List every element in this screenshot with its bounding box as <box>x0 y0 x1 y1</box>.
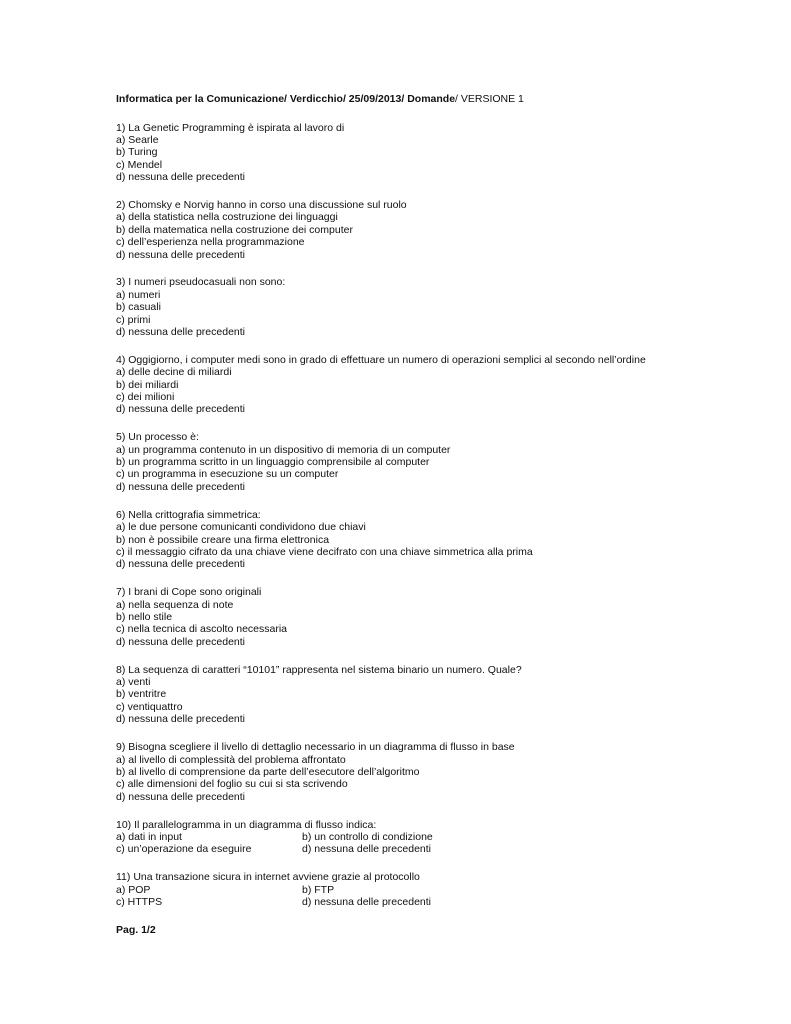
answer-option: c) HTTPS <box>116 896 163 909</box>
answer-option: c) primi <box>116 313 151 326</box>
answer-option: c) un’operazione da eseguire <box>116 843 252 856</box>
question-text: 7) I brani di Cope sono originali <box>116 586 262 599</box>
answer-option: a) un programma contenuto in un dispositivo di memoria di un computer <box>116 443 451 456</box>
question-2 <box>116 199 676 261</box>
question-text: 8) La sequenza di caratteri “10101” rappresenta nel sistema binario un numero. Quale? <box>116 663 522 676</box>
answer-option: d) nessuna delle precedenti <box>116 713 246 726</box>
question-text: 4) Oggigiorno, i computer medi sono in grado di effettuare un numero di operazioni semplici al secondo nell’ordine <box>116 353 646 366</box>
answer-option: a) al livello di complessità del problema affrontato <box>116 753 346 766</box>
question-9 <box>116 741 676 803</box>
question-text: 1) La Genetic Programming è ispirata al lavoro di <box>116 121 345 134</box>
answer-option: b) casuali <box>116 301 161 314</box>
question-11 <box>116 871 676 908</box>
answer-option: d) nessuna delle precedenti <box>116 635 246 648</box>
answer-option: d) nessuna delle precedenti <box>116 480 246 493</box>
answer-option: b) nello stile <box>116 611 173 623</box>
question-1 <box>116 122 676 184</box>
answer-row <box>116 843 676 855</box>
answer-option: b) FTP <box>302 883 335 896</box>
answer-option: c) un programma in esecuzione su un computer <box>116 468 339 481</box>
answer-option: b) dei miliardi <box>116 378 179 391</box>
question-text: 3) I numeri pseudocasuali non sono: <box>116 276 286 289</box>
answer-option: b) al livello di comprensione da parte dell’esecutore dell’algoritmo <box>116 765 420 778</box>
question-text: 5) Un processo è: <box>116 431 199 444</box>
question-10 <box>116 819 676 856</box>
answer-row <box>116 831 676 843</box>
answer-option: d) nessuna delle precedenti <box>116 403 246 416</box>
answer-option: b) Turing <box>116 146 158 159</box>
answer-option: c) dell’esperienza nella programmazione <box>116 236 305 249</box>
question-text: 2) Chomsky e Norvig hanno in corso una discussione sul ruolo <box>116 198 407 211</box>
answer-option: d) nessuna delle precedenti <box>116 248 246 261</box>
answer-option: c) nella tecnica di ascolto necessaria <box>116 623 288 636</box>
question-4 <box>116 354 676 416</box>
question-8 <box>116 664 676 726</box>
page-number: Pag. 1/2 <box>116 923 156 936</box>
answer-option: d) nessuna delle precedenti <box>116 325 246 338</box>
document-page <box>116 93 676 937</box>
answer-option: d) nessuna delle precedenti <box>116 558 246 571</box>
answer-option: c) dei milioni <box>116 391 175 404</box>
answer-row <box>116 884 676 896</box>
question-text: 9) Bisogna scegliere il livello di dettaglio necessario in un diagramma di flusso in base <box>116 741 515 754</box>
answer-option: a) numeri <box>116 288 161 301</box>
document-header <box>116 93 676 106</box>
answer-option: d) nessuna delle precedenti <box>302 843 432 856</box>
answer-option: b) della matematica nella costruzione dei computer <box>116 223 353 236</box>
answer-option: b) ventritre <box>116 688 167 701</box>
answer-option: d) nessuna delle precedenti <box>116 790 246 803</box>
question-text: 11) Una transazione sicura in internet avviene grazie al protocollo <box>116 871 420 884</box>
question-6 <box>116 509 676 571</box>
question-text: 6) Nella crittografia simmetrica: <box>116 508 261 521</box>
answer-row <box>116 896 676 908</box>
answer-option: a) nella sequenza di note <box>116 598 234 611</box>
answer-option: c) ventiquattro <box>116 700 183 713</box>
answer-option: a) della statistica nella costruzione dei linguaggi <box>116 211 338 224</box>
header-version: / VERSIONE 1 <box>455 93 524 105</box>
answer-option: a) dati in input <box>116 830 182 843</box>
answer-option: a) delle decine di miliardi <box>116 366 232 379</box>
answer-option: a) POP <box>116 883 151 896</box>
answer-option: c) Mendel <box>116 158 163 171</box>
answer-option: a) venti <box>116 676 151 689</box>
question-3 <box>116 276 676 338</box>
answer-option: b) un programma scritto in un linguaggio comprensibile al computer <box>116 456 430 469</box>
answer-option: d) nessuna delle precedenti <box>302 896 432 909</box>
answer-option: d) nessuna delle precedenti <box>116 171 246 184</box>
answer-option: b) un controllo di condizione <box>302 830 433 843</box>
header-title-bold: Informatica per la Comunicazione/ Verdicchio/ 25/09/2013/ Domande <box>116 93 456 105</box>
answer-option: c) il messaggio cifrato da una chiave viene decifrato con una chiave simmetrica alla prima <box>116 545 533 558</box>
answer-option: b) non è possibile creare una firma elettronica <box>116 533 330 546</box>
answer-option: c) alle dimensioni del foglio su cui si sta scrivendo <box>116 778 348 791</box>
question-7 <box>116 586 676 648</box>
answer-option: a) le due persone comunicanti condividono due chiavi <box>116 521 366 534</box>
question-5 <box>116 431 676 493</box>
answer-option: a) Searle <box>116 133 159 146</box>
question-text: 10) Il parallelogramma in un diagramma di flusso indica: <box>116 818 377 831</box>
